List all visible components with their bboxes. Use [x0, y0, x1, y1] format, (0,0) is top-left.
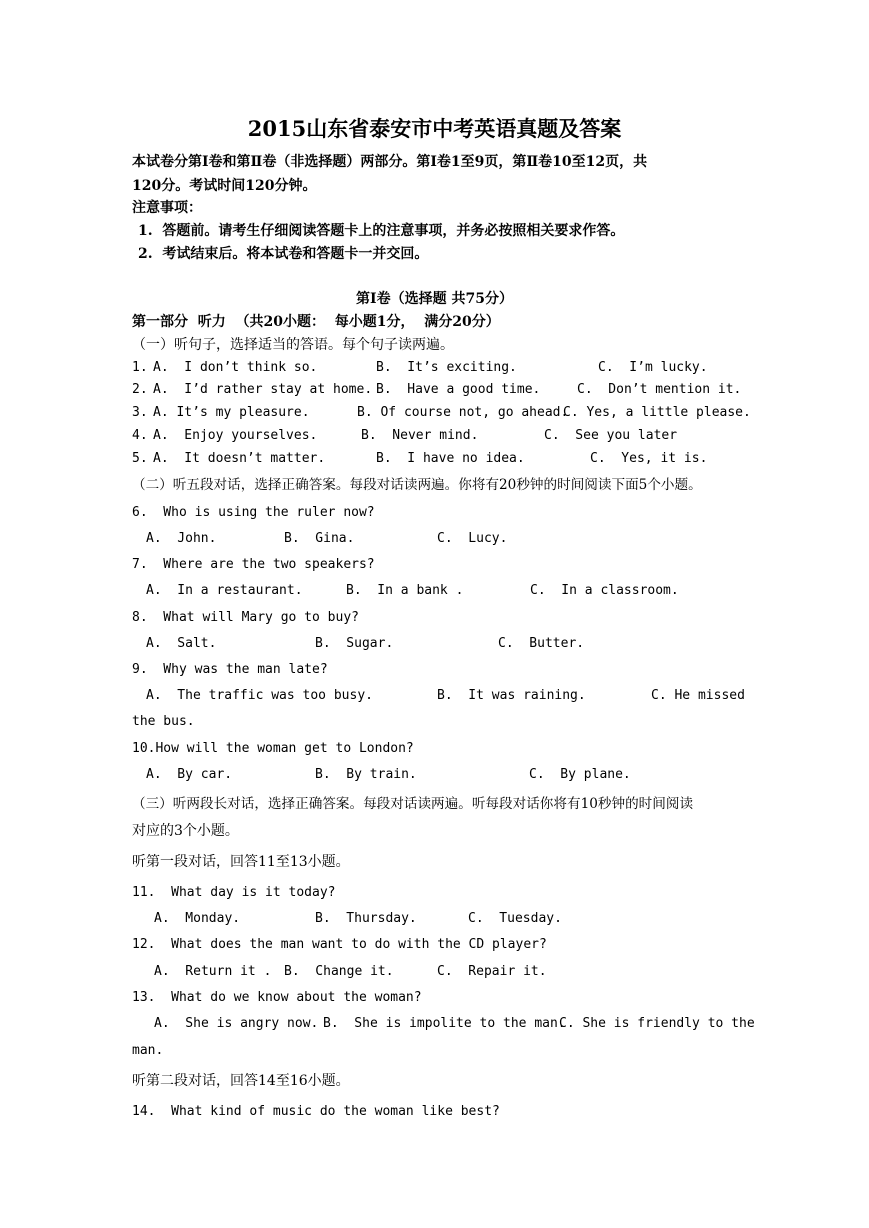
option-a: A. It’s my pleasure. [153, 405, 310, 420]
notes-heading: 注意事项： [132, 200, 202, 216]
option-c: C. He missed [651, 688, 745, 703]
option-c: C. Butter. [498, 636, 585, 651]
option-b: B. Of course not, go ahead. [357, 405, 569, 420]
question-text: 10.How will the woman get to London? [132, 741, 414, 756]
option-a: A. Monday. [154, 911, 241, 926]
question-number: 1. [132, 360, 148, 375]
question-text: 11. What day is it today? [132, 885, 336, 900]
option-continuation: man. [132, 1043, 164, 1058]
option-c: C. She is friendly to the [559, 1016, 755, 1031]
intro-line-2: 120分。考试时间120分钟。 [132, 178, 317, 194]
option-a: A. She is angry now. [154, 1016, 319, 1031]
option-c: C. In a classroom. [530, 583, 679, 598]
option-a: A. Salt. [146, 636, 217, 651]
question-text: 13. What do we know about the woman? [132, 990, 422, 1005]
option-a: A. In a restaurant. [146, 583, 303, 598]
option-b: B. Sugar. [315, 636, 394, 651]
part1-title: 第一部分 听力 （共20小题： 每小题1分， 满分20分） [132, 314, 500, 330]
question-text: 6. Who is using the ruler now? [132, 505, 375, 520]
note-1: 1. 答题前。请考生仔细阅读答题卡上的注意事项，并务必按照相关要求作答。 [138, 223, 625, 239]
question-number: 2. [132, 382, 148, 397]
option-c: C. Repair it. [437, 964, 547, 979]
note-2: 2. 考试结束后。将本试卷和答题卡一并交回。 [138, 246, 429, 262]
section3-instruction-line-1: （三）听两段长对话，选择正确答案。每段对话读两遍。听每段对话你将有10秒钟的时间阅读 [132, 796, 694, 812]
option-c: C. By plane. [529, 767, 631, 782]
option-b: B. Have a good time. [376, 382, 541, 397]
option-b: B. She is impolite to the man. [323, 1016, 566, 1031]
document-title: 2015山东省泰安市中考英语真题及答案 [247, 116, 622, 141]
question-text: 12. What does the man want to do with the CD player? [132, 937, 547, 952]
option-c: C. Tuesday. [468, 911, 562, 926]
volume-title: 第Ⅰ卷（选择题 共75分） [356, 291, 513, 307]
option-b: B. It’s exciting. [376, 360, 517, 375]
intro-line-1: 本试卷分第Ⅰ卷和第Ⅱ卷（非选择题）两部分。第Ⅰ卷1至9页，第Ⅱ卷10至12页，共 [132, 154, 648, 170]
section1-instruction: （一）听句子，选择适当的答语。每个句子读两遍。 [132, 337, 454, 353]
option-c: C. See you later [544, 428, 678, 443]
question-text: 14. What kind of music do the woman like best? [132, 1104, 500, 1119]
dialog2-heading: 听第二段对话，回答14至16小题。 [132, 1073, 350, 1089]
option-a: A. By car. [146, 767, 233, 782]
option-continuation: the bus. [132, 714, 195, 729]
option-a: A. John. [146, 531, 217, 546]
option-b: B. Thursday. [315, 911, 417, 926]
section2-instruction: （二）听五段对话，选择正确答案。每段对话读两遍。你将有20秒钟的时间阅读下面5个小题。 [132, 477, 702, 493]
option-c: C. Yes, a little please. [563, 405, 751, 420]
question-number: 3. [132, 405, 148, 420]
option-b: B. By train. [315, 767, 417, 782]
option-a: A. Return it . [154, 964, 272, 979]
question-text: 8. What will Mary go to buy? [132, 610, 359, 625]
dialog1-heading: 听第一段对话，回答11至13小题。 [132, 854, 350, 870]
option-b: B. It was raining. [437, 688, 586, 703]
option-a: A. I don’t think so. [153, 360, 318, 375]
section3-instruction-line-2: 对应的3个小题。 [132, 823, 239, 839]
option-b: B. Gina. [284, 531, 355, 546]
question-number: 5. [132, 451, 148, 466]
option-a: A. The traffic was too busy. [146, 688, 373, 703]
question-number: 4. [132, 428, 148, 443]
option-c: C. Don’t mention it. [577, 382, 742, 397]
option-b: B. Change it. [284, 964, 394, 979]
option-c: C. Lucy. [437, 531, 508, 546]
option-a: A. It doesn’t matter. [153, 451, 326, 466]
option-b: B. Never mind. [361, 428, 479, 443]
option-b: B. In a bank . [346, 583, 464, 598]
question-text: 7. Where are the two speakers? [132, 557, 375, 572]
option-c: C. Yes, it is. [590, 451, 708, 466]
question-text: 9. Why was the man late? [132, 662, 328, 677]
option-a: A. Enjoy yourselves. [153, 428, 318, 443]
option-c: C. I’m lucky. [598, 360, 708, 375]
option-b: B. I have no idea. [376, 451, 525, 466]
option-a: A. I’d rather stay at home. [153, 382, 373, 397]
